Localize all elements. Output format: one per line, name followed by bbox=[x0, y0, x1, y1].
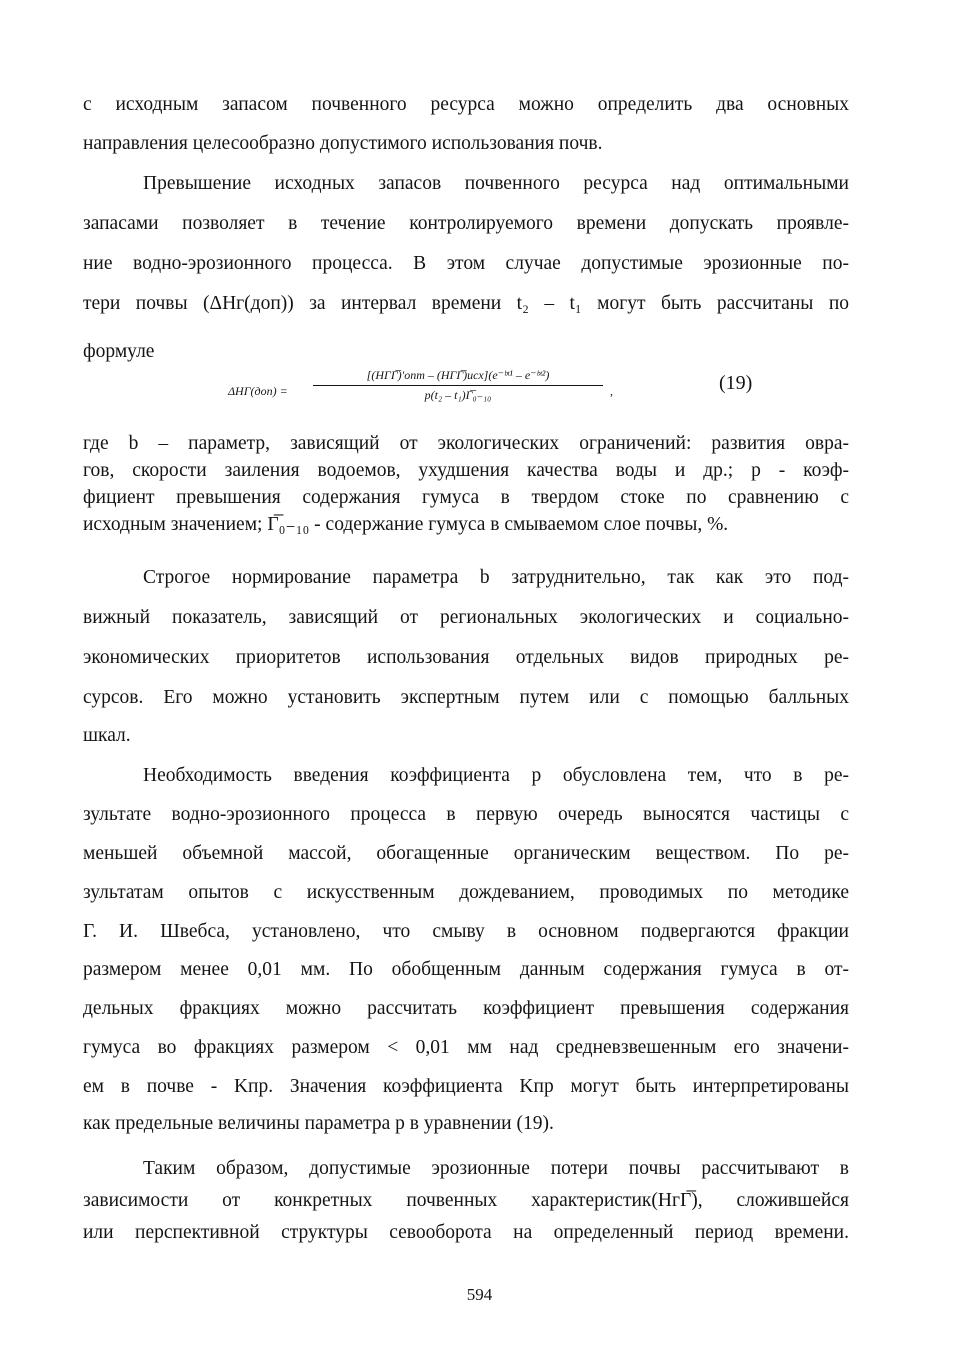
text-line: гумуса во фракциях размером < 0,01 мм над средневзвешенным его значени- bbox=[83, 1037, 849, 1058]
formula-lhs: ΔHГ(доп) = bbox=[228, 384, 288, 398]
text-line: формуле bbox=[83, 341, 155, 362]
formula-fraction bbox=[313, 368, 603, 403]
text-line: шкал. bbox=[83, 725, 131, 746]
text-line: тери почвы (ΔHг(доп)) за интервал времени t₂ – t₁ могут быть рассчитаны по bbox=[83, 293, 849, 314]
formula-denominator: p(t₂ – t₁)Г̅₀₋₁₀ bbox=[424, 388, 492, 402]
text-line: ние водно-эрозионного процесса. В этом случае допустимые эрозионные по- bbox=[83, 253, 849, 274]
formula-numerator: [(HГГ̅)'опт – (HГГ̅)исх](e⁻ᵇᵗ¹ – e⁻ᵇᵗ²) bbox=[366, 368, 550, 382]
text-line: Необходимость введения коэффициента p обусловлена тем, что в ре- bbox=[143, 765, 849, 786]
text-line: Г. И. Швебса, установлено, что смыву в основном подвергаются фракции bbox=[83, 921, 849, 942]
text-line: где b – параметр, зависящий от экологических ограничений: развития овра- bbox=[83, 433, 849, 454]
text-line: ем в почве - Kпр. Значения коэффициента Kпр могут быть интерпретированы bbox=[83, 1076, 849, 1097]
text-line: размером менее 0,01 мм. По обобщенным данным содержания гумуса в от- bbox=[83, 959, 849, 980]
text-line: направления целесообразно допустимого использования почв. bbox=[83, 133, 603, 154]
text-line: фициент превышения содержания гумуса в твердом стоке по сравнению с bbox=[83, 487, 849, 508]
text-line: Таким образом, допустимые эрозионные потери почвы рассчитывают в bbox=[143, 1158, 849, 1179]
text-line: Превышение исходных запасов почвенного ресурса над оптимальными bbox=[143, 173, 849, 194]
text-line: запасами позволяет в течение контролируемого времени допускать проявле- bbox=[83, 213, 849, 234]
text-line: Строгое нормирование параметра b затруднительно, так как это под- bbox=[143, 567, 849, 588]
text-line: или перспективной структуры севооборота на определенный период времени. bbox=[83, 1222, 849, 1243]
text-line: сурсов. Его можно установить экспертным путем или с помощью балльных bbox=[83, 687, 849, 708]
text-line: зультатам опытов с искусственным дождеванием, проводимых по методике bbox=[83, 882, 849, 903]
text-line: как предельные величины параметра p в уравнении (19). bbox=[83, 1113, 554, 1134]
equation-number: (19) bbox=[719, 372, 753, 394]
text-line: вижный показатель, зависящий от региональных экологических и социально- bbox=[83, 607, 849, 628]
text-line: гов, скорости заиления водоемов, ухудшения качества воды и др.; p - коэф- bbox=[83, 460, 849, 481]
text-line: дельных фракциях можно рассчитать коэффициент превышения содержания bbox=[83, 998, 849, 1019]
page-number: 594 bbox=[466, 1285, 493, 1304]
text-line: экономических приоритетов использования отдельных видов природных ре- bbox=[83, 647, 849, 668]
text-line: исходным значением; Г̅₀₋₁₀ - содержание гумуса в смываемом слое почвы, %. bbox=[83, 514, 729, 535]
text-line: с исходным запасом почвенного ресурса можно определить два основных bbox=[83, 94, 849, 115]
text-line: зультате водно-эрозионного процесса в первую очередь выносятся частицы с bbox=[83, 804, 849, 825]
text-line: меньшей объемной массой, обогащенные органическим веществом. По ре- bbox=[83, 843, 849, 864]
text-line: зависимости от конкретных почвенных характеристик(HгГ̅), сложившейся bbox=[83, 1190, 849, 1211]
formula-19 bbox=[228, 368, 768, 416]
formula-comma: , bbox=[610, 384, 613, 398]
